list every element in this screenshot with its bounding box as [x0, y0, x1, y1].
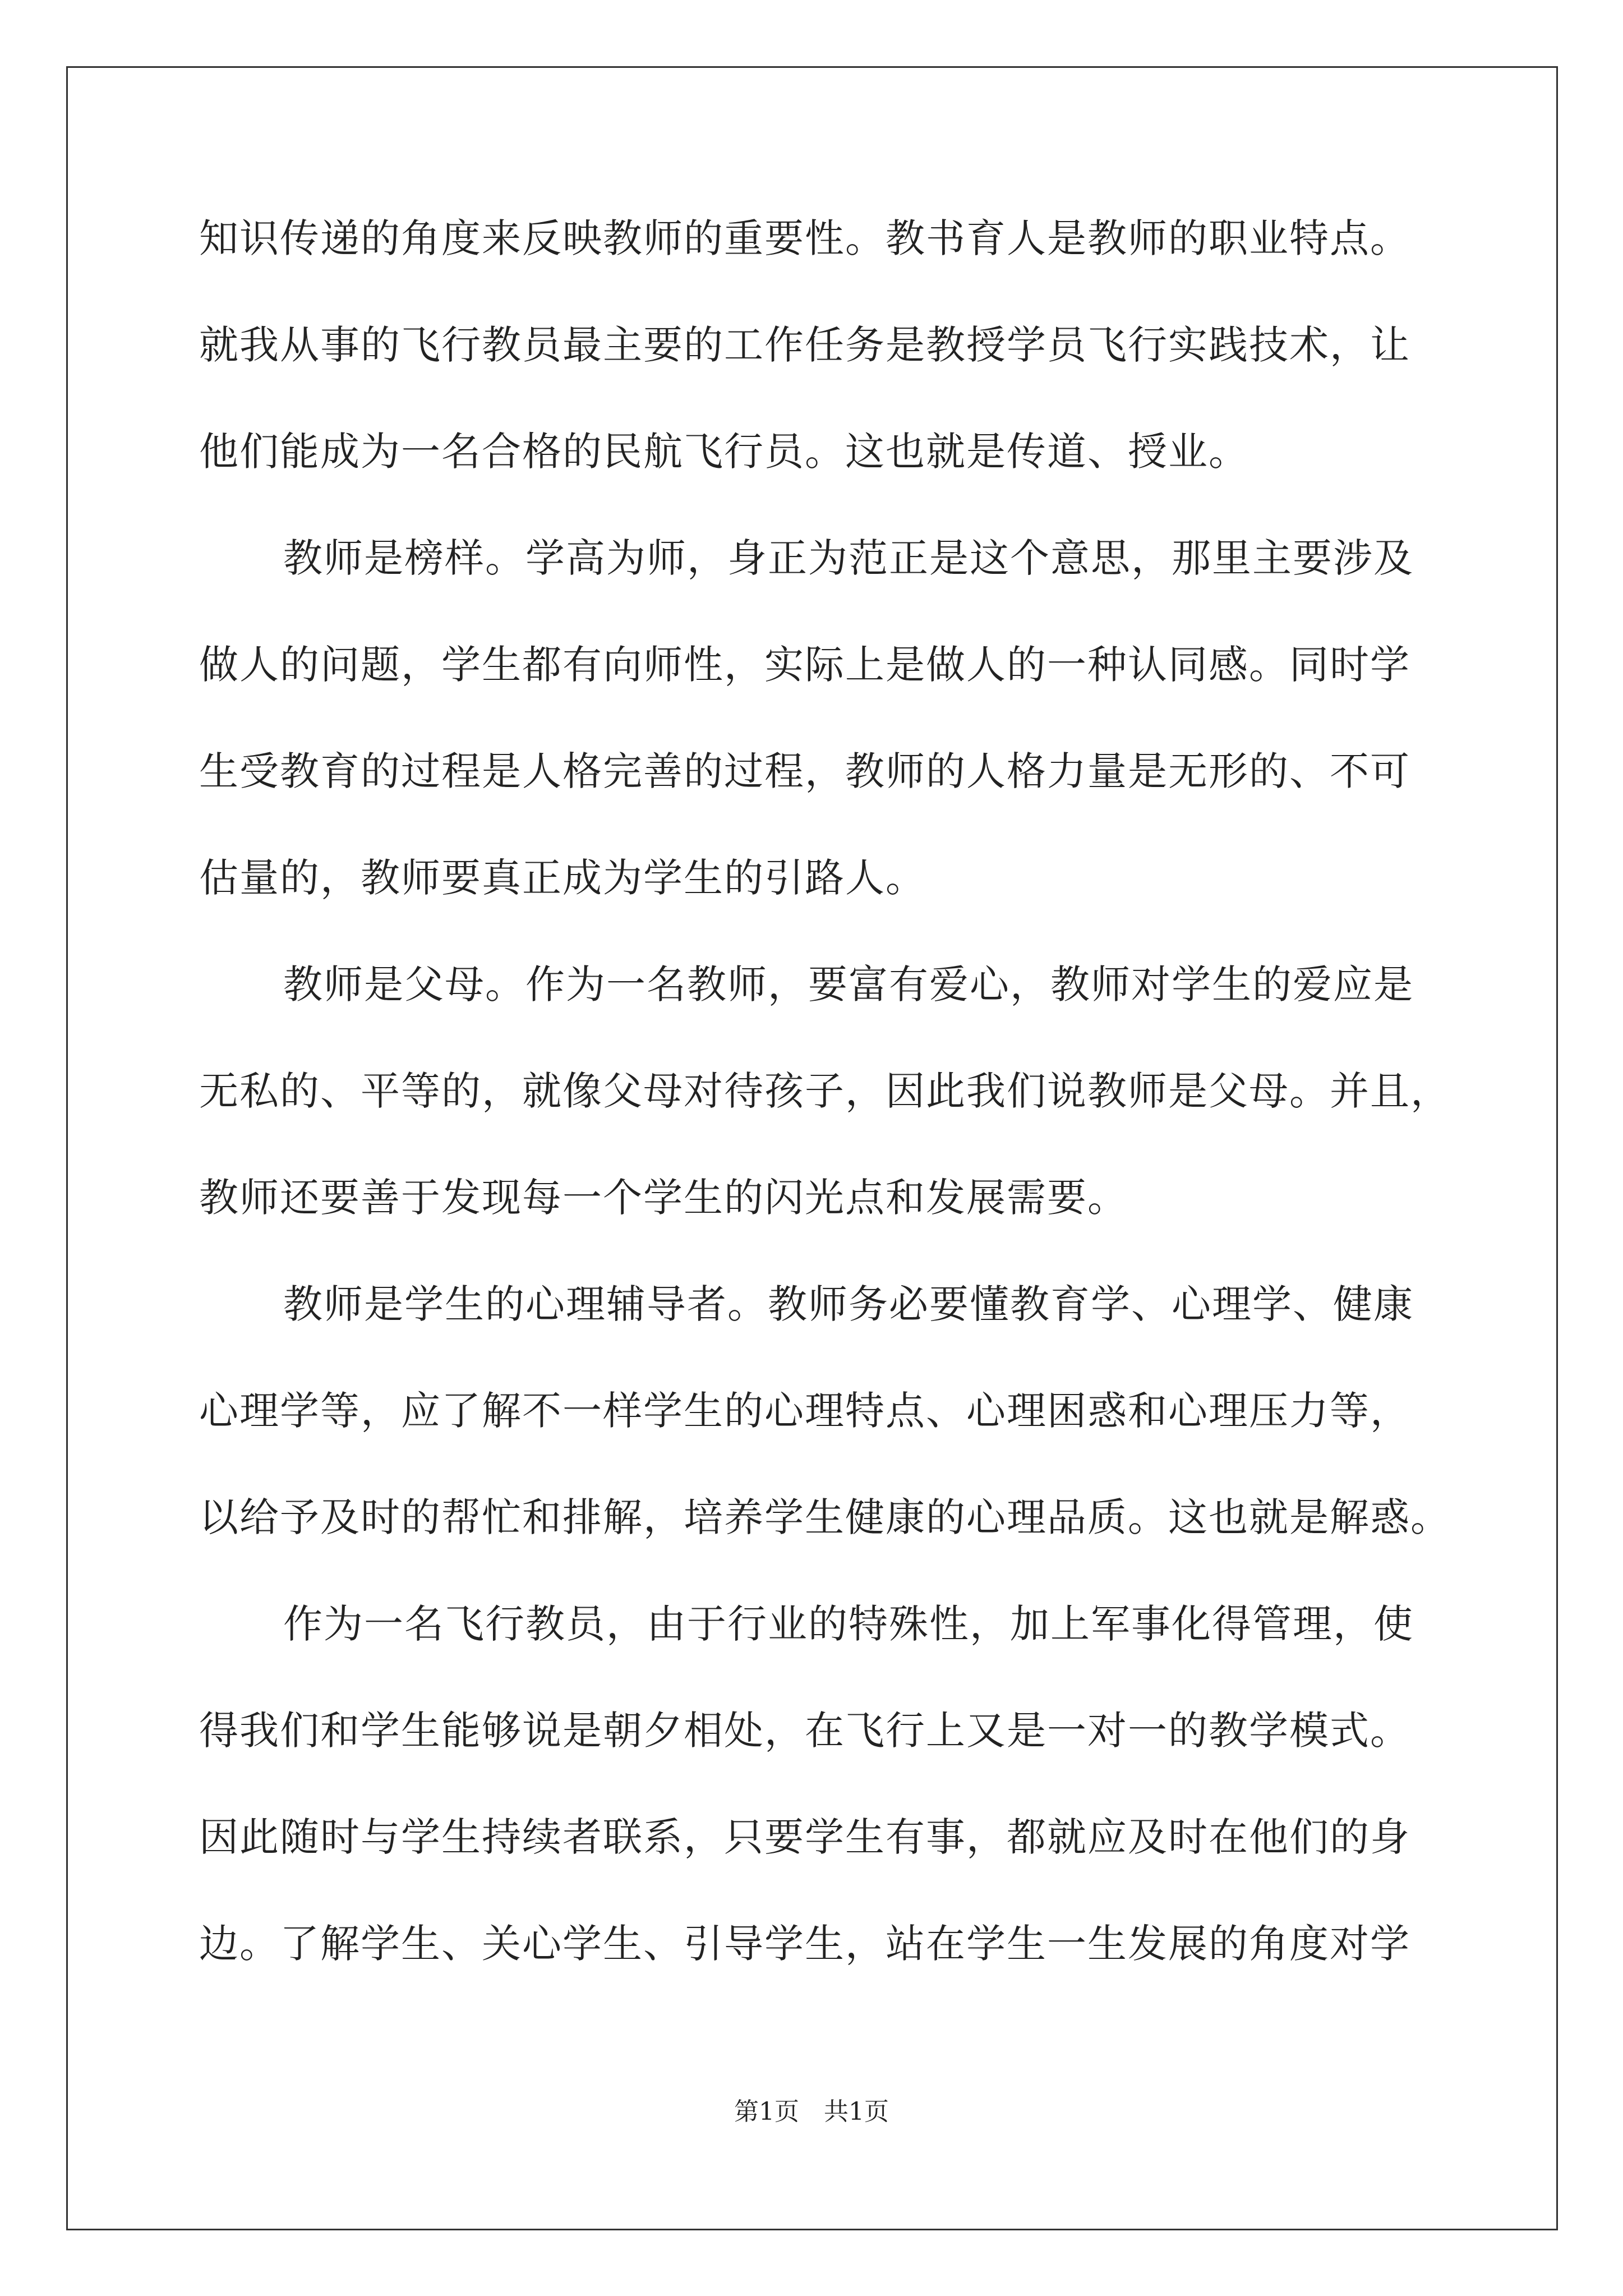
- text-line: 知识传递的角度来反映教师的重要性。教书育人是教师的职业特点。: [199, 215, 1410, 261]
- text-line: 心理学等，应了解不一样学生的心理特点、心理困惑和心理压力等，: [199, 1388, 1410, 1434]
- text-line: 无私的、平等的，就像父母对待孩子，因此我们说教师是父母。并且，: [199, 1068, 1451, 1114]
- document-body: [199, 185, 1451, 1997]
- text-line: 生受教育的过程是人格完善的过程，教师的人格力量是无形的、不可: [199, 748, 1410, 794]
- page-number: 第1页: [734, 2097, 799, 2126]
- page-footer: [0, 2095, 1623, 2129]
- text-line: 以给予及时的帮忙和排解，培养学生健康的心理品质。这也就是解惑。: [199, 1494, 1451, 1540]
- text-line: 做人的问题，学生都有向师性，实际上是做人的一种认同感。同时学: [199, 642, 1410, 688]
- text-line: 就我从事的飞行教员最主要的工作任务是教授学员飞行实践技术，让: [199, 322, 1410, 368]
- text-line: 作为一名飞行教员，由于行业的特殊性，加上军事化得管理，使: [283, 1601, 1414, 1647]
- page-total: 共1页: [824, 2097, 889, 2126]
- text-line: 边。了解学生、关心学生、引导学生，站在学生一生发展的角度对学: [199, 1921, 1410, 1967]
- text-line: 教师是父母。作为一名教师，要富有爱心，教师对学生的爱应是: [283, 961, 1414, 1007]
- text-line: 得我们和学生能够说是朝夕相处，在飞行上又是一对一的教学模式。: [199, 1708, 1410, 1754]
- text-line: 估量的，教师要真正成为学生的引路人。: [199, 855, 926, 901]
- text-line: 教师还要善于发现每一个学生的闪光点和发展需要。: [199, 1175, 1128, 1221]
- text-line: 教师是学生的心理辅导者。教师务必要懂教育学、心理学、健康: [283, 1281, 1414, 1327]
- text-line: 他们能成为一名合格的民航飞行员。这也就是传道、授业。: [199, 429, 1249, 475]
- text-line: 教师是榜样。学高为师，身正为范正是这个意思，那里主要涉及: [283, 535, 1414, 581]
- text-line: 因此随时与学生持续者联系，只要学生有事，都就应及时在他们的身: [199, 1814, 1410, 1860]
